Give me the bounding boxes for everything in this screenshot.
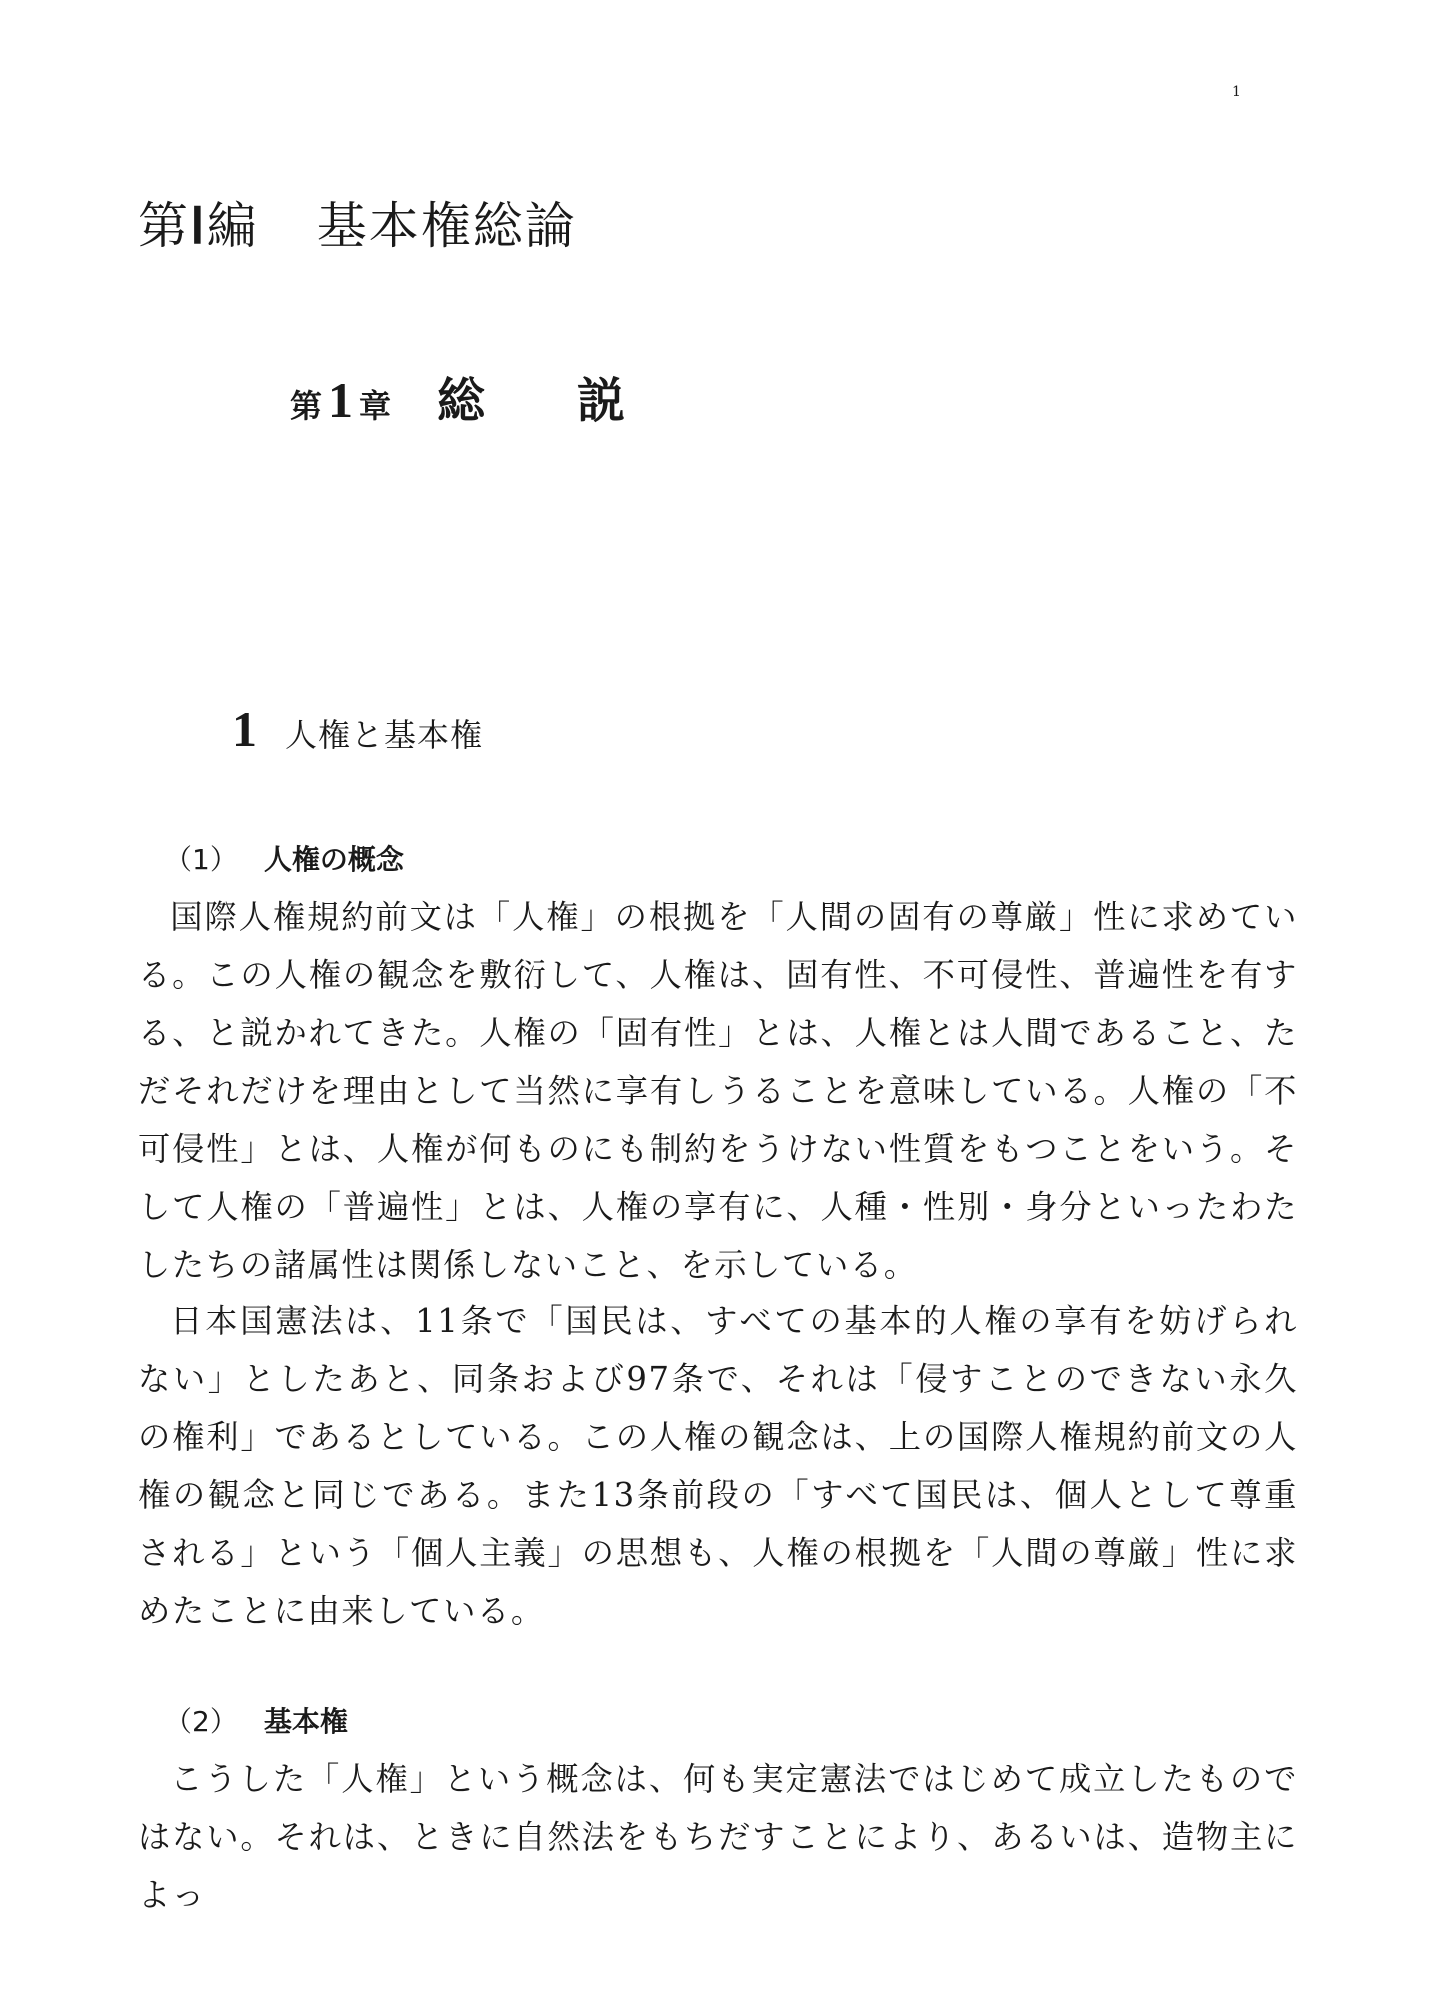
chapter-title-char-1: 総 (437, 373, 486, 429)
paragraph: こうした「人権」という概念は、何も実定憲法ではじめて成立したものではない。それは、ときに自然法をもちだすことにより、あるいは、造物主によっ (138, 1760, 1298, 1914)
part-suffix: 編 (206, 197, 259, 255)
chapter-number: 1 (328, 372, 354, 428)
chapter-prefix: 第 (290, 387, 323, 425)
chapter-title-char-2: 説 (577, 373, 626, 429)
chapter-title (290, 362, 625, 431)
section-heading (232, 700, 483, 758)
part-numeral: Ⅰ (190, 198, 207, 254)
chapter-suffix: 章 (359, 387, 392, 425)
subsection-label: （1） (164, 843, 238, 876)
section-title: 人権と基本権 (285, 716, 484, 754)
subsection-heading-2 (164, 1700, 348, 1740)
paragraph: 国際人権規約前文は「人権」の根拠を「人間の固有の尊厳」性に求めている。この人権の観念を敷衍して、人権は、固有性、不可侵性、普遍性を有する、と説かれてきた。人権の「固有性」とは、人権とは人間であること、ただそれだけを理由として当然に享有しうることを意味している。人権の「不可侵性」とは、人権が何ものにも制約をうけない性質をもつことをいう。そして人権の「普遍性」とは、人権の享有に、人種・性別・身分といったわたしたちの諸属性は関係しないこと、を示している。 (138, 898, 1298, 1284)
subsection-title: 人権の概念 (263, 843, 404, 876)
part-name: 基本権総論 (316, 197, 577, 255)
page-number: 1 (1232, 84, 1241, 100)
subsection-heading-1 (164, 838, 404, 878)
section-number: 1 (232, 701, 257, 757)
subsection-title: 基本権 (263, 1705, 348, 1738)
subsection-label: （2） (164, 1705, 238, 1738)
paragraph: 日本国憲法は、11条で「国民は、すべての基本的人権の享有を妨げられない」としたあと、同条および97条で、それは「侵すことのできない永久の権利」であるとしている。この人権の観念は、上の国際人権規約前文の人権の観念と同じである。また13条前段の「すべて国民は、個人として尊重される」という「個人主義」の思想も、人権の根拠を「人間の尊厳」性に求めたことに由来している。 (138, 1302, 1298, 1630)
part-title (138, 186, 577, 258)
part-prefix: 第 (138, 197, 190, 255)
